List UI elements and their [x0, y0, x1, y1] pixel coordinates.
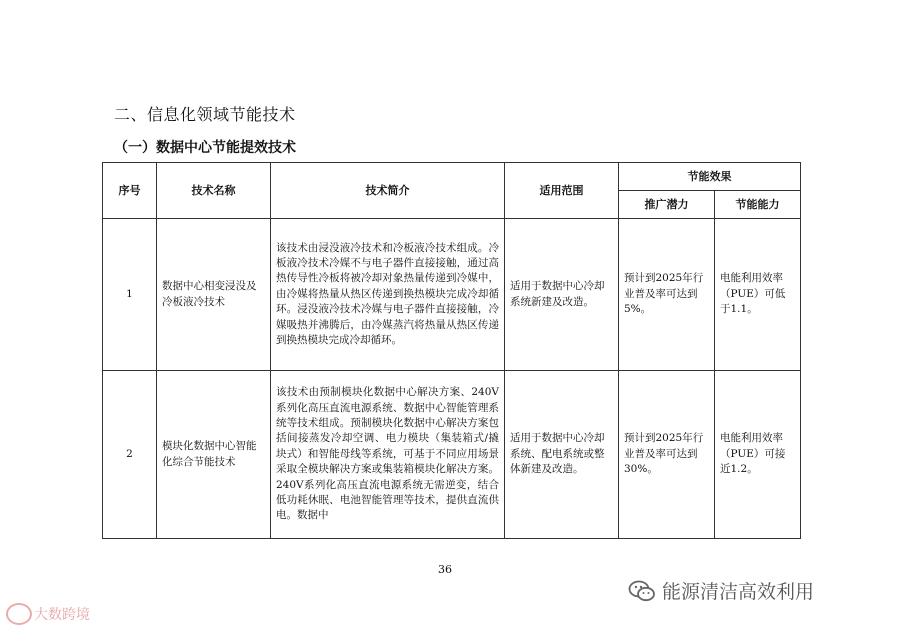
row-tech-intro: 该技术由浸没液冷技术和冷板液冷技术组成。冷板液冷技术冷媒不与电子器件直接接触，通过高热传导性冷板将被冷却对象热量传递到冷媒中，由冷媒将热量从热区传递到换热模块完成冷却循环。浸没液冷技术冷媒与电子器件直接接触，冷媒吸热并沸腾后，由冷媒蒸汽将热量从热区传递到换热模块完成冷却循环。	[271, 219, 505, 371]
row-potential: 预计到2025年行业普及率可达到30%。	[619, 371, 715, 539]
subsection-title: （一）数据中心节能提效技术	[114, 140, 296, 156]
row-tech-intro: 该技术由预制模块化数据中心解决方案、240V系列化高压直流电源系统、数据中心智能管理系统等技术组成。预制模块化数据中心解决方案包括间接蒸发冷却空调、电力模块（集装箱式/撬块式）和智能母线等系统，可基于不同应用场景采取全模块解决方案或集装箱模块化解决方案。240V系列化高压直流电源系统无需逆变，结合低功耗休眠、电池智能管理等技术，提供直流供电。数据中	[271, 371, 505, 539]
wechat-icon	[628, 579, 656, 603]
table-row	[103, 219, 801, 371]
page-number: 36	[438, 563, 452, 576]
row-scope: 适用于数据中心冷却系统新建及改造。	[505, 219, 619, 371]
section-title: 二、信息化领域节能技术	[114, 105, 296, 124]
row-no: 1	[103, 219, 157, 371]
brand-logo-icon	[6, 603, 32, 625]
header-scope: 适用范围	[505, 163, 619, 219]
header-capacity: 节能能力	[715, 191, 801, 219]
row-tech-name: 数据中心相变浸没及冷板液冷技术	[157, 219, 271, 371]
table-row	[103, 371, 801, 539]
header-no: 序号	[103, 163, 157, 219]
row-scope: 适用于数据中心冷却系统、配电系统或整体新建及改造。	[505, 371, 619, 539]
row-potential: 预计到2025年行业普及率可达到5%。	[619, 219, 715, 371]
watermark-left-text: 大数跨境	[34, 607, 90, 623]
row-no: 2	[103, 371, 157, 539]
header-effect: 节能效果	[619, 163, 801, 191]
header-potential: 推广潜力	[619, 191, 715, 219]
row-capacity: 电能利用效率（PUE）可低于1.1。	[715, 219, 801, 371]
watermark-right-text: 能源清洁高效利用	[662, 581, 815, 603]
watermark-left	[6, 603, 90, 625]
header-intro: 技术简介	[271, 163, 505, 219]
row-capacity: 电能利用效率（PUE）可接近1.2。	[715, 371, 801, 539]
row-tech-name: 模块化数据中心智能化综合节能技术	[157, 371, 271, 539]
watermark-right	[628, 577, 814, 604]
energy-tech-table	[102, 162, 801, 539]
header-name: 技术名称	[157, 163, 271, 219]
